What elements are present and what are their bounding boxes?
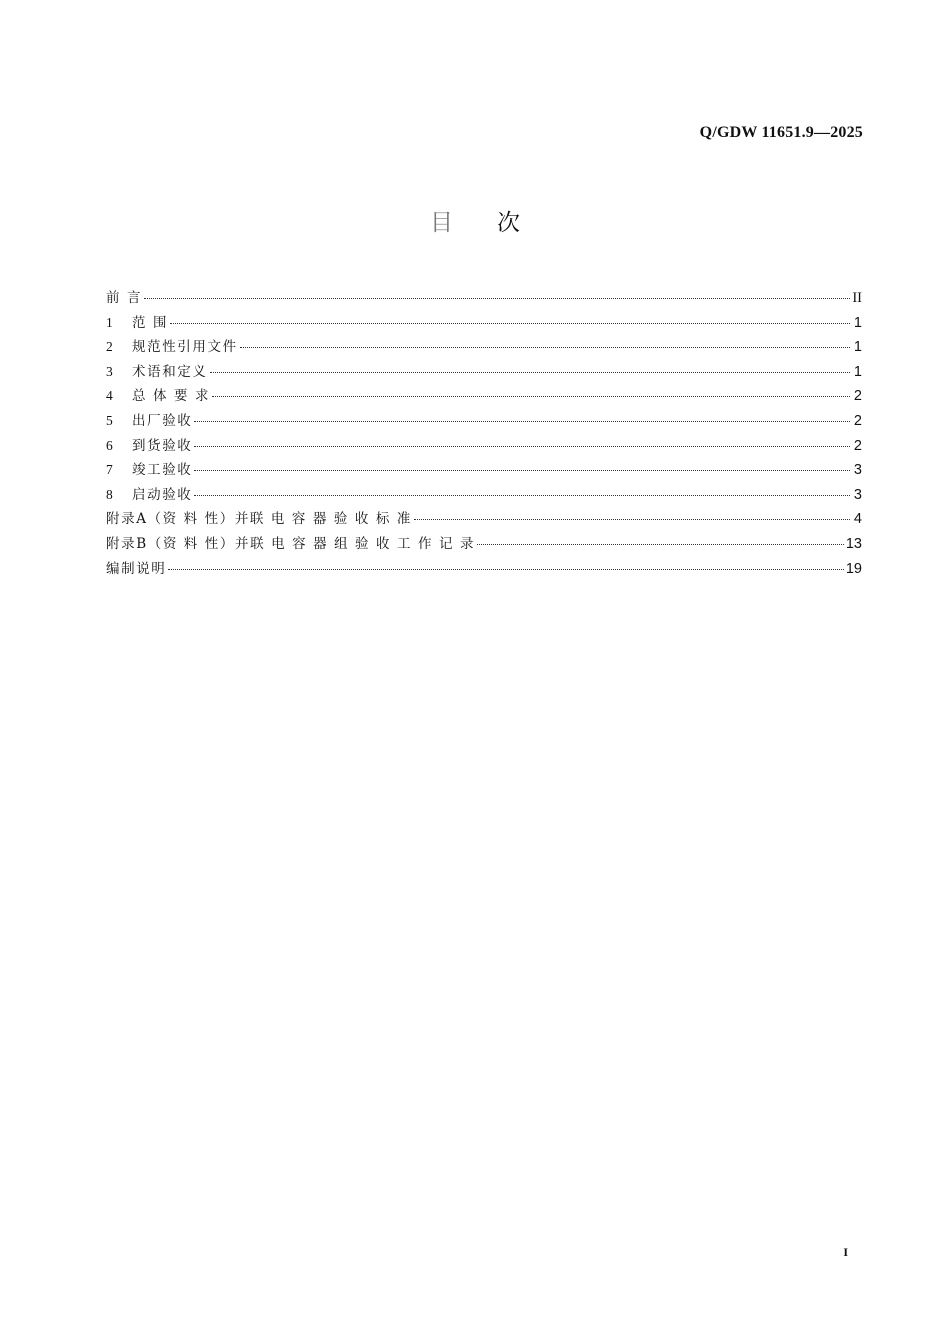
toc-entry-compilation-notes[interactable] xyxy=(106,557,862,582)
toc-entry-page: 2 xyxy=(853,412,862,429)
toc-entry-label: 启动验收 xyxy=(132,486,193,503)
document-code: Q/GDW 11651.9—2025 xyxy=(699,124,863,141)
toc-entry-label: 附录A（资 料 性）并联 电 容 器 验 收 标 准 xyxy=(106,511,412,528)
toc-leader-dots xyxy=(170,323,850,324)
toc-title-char-2: 次 xyxy=(497,210,520,236)
toc-entry-page: 1 xyxy=(853,339,862,356)
toc-entry-number: 1 xyxy=(106,314,113,330)
toc-entry-terms-definitions[interactable] xyxy=(106,360,862,385)
toc-entry-label: 竣工验收 xyxy=(132,462,193,479)
toc-leader-dots xyxy=(144,298,850,299)
toc-entry-label: 总 体 要 求 xyxy=(132,388,211,405)
table-of-contents xyxy=(106,286,862,581)
toc-entry-label: 附录B（资 料 性）并联 电 容 器 组 验 收 工 作 记 录 xyxy=(106,535,476,552)
toc-entry-label: 术语和定义 xyxy=(132,363,208,380)
toc-leader-dots xyxy=(194,421,850,422)
toc-entry-factory-acceptance[interactable] xyxy=(106,409,862,434)
toc-entry-number: 7 xyxy=(106,462,113,478)
toc-entry-appendix-a[interactable] xyxy=(106,507,862,532)
toc-leader-dots xyxy=(168,569,843,570)
toc-entry-number: 4 xyxy=(106,388,113,404)
toc-leader-dots xyxy=(414,519,850,520)
toc-entry-page: 4 xyxy=(853,511,862,528)
toc-entry-page: 3 xyxy=(853,486,862,503)
toc-leader-dots xyxy=(194,446,850,447)
toc-entry-page: 2 xyxy=(853,437,862,454)
toc-entry-label: 到货验收 xyxy=(132,437,193,454)
toc-entry-completion-acceptance[interactable] xyxy=(106,458,862,483)
toc-entry-number: 3 xyxy=(106,363,113,379)
toc-entry-page: 2 xyxy=(853,388,862,405)
toc-entry-normative-references[interactable] xyxy=(106,335,862,360)
toc-entry-number: 5 xyxy=(106,412,113,428)
toc-entry-page: II xyxy=(852,290,862,306)
toc-title xyxy=(0,204,950,237)
toc-entry-scope[interactable] xyxy=(106,311,862,336)
toc-entry-foreword[interactable] xyxy=(106,286,862,311)
toc-entry-label: 出厂验收 xyxy=(132,412,193,429)
toc-title-char-1: 目 xyxy=(430,210,453,236)
toc-leader-dots xyxy=(240,347,850,348)
toc-entry-page: 13 xyxy=(845,535,862,552)
toc-entry-number: 6 xyxy=(106,437,113,453)
toc-entry-appendix-b[interactable] xyxy=(106,532,862,557)
toc-entry-label: 前 言 xyxy=(106,290,143,306)
toc-entry-general-requirements[interactable] xyxy=(106,384,862,409)
toc-leader-dots xyxy=(194,470,850,471)
toc-entry-number: 8 xyxy=(106,486,113,502)
toc-leader-dots xyxy=(194,495,850,496)
toc-entry-label: 规范性引用文件 xyxy=(132,339,238,356)
toc-entry-page: 3 xyxy=(853,462,862,479)
toc-entry-page: 19 xyxy=(845,560,862,577)
toc-entry-page: 1 xyxy=(853,314,862,331)
page-number: I xyxy=(843,1245,848,1259)
toc-entry-startup-acceptance[interactable] xyxy=(106,483,862,508)
toc-entry-arrival-acceptance[interactable] xyxy=(106,434,862,459)
toc-leader-dots xyxy=(212,396,850,397)
toc-entry-number: 2 xyxy=(106,339,113,355)
toc-entry-label: 范 围 xyxy=(132,314,169,331)
toc-entry-page: 1 xyxy=(853,363,862,380)
toc-leader-dots xyxy=(477,544,844,545)
toc-entry-label: 编制说明 xyxy=(106,560,167,577)
toc-leader-dots xyxy=(210,372,851,373)
